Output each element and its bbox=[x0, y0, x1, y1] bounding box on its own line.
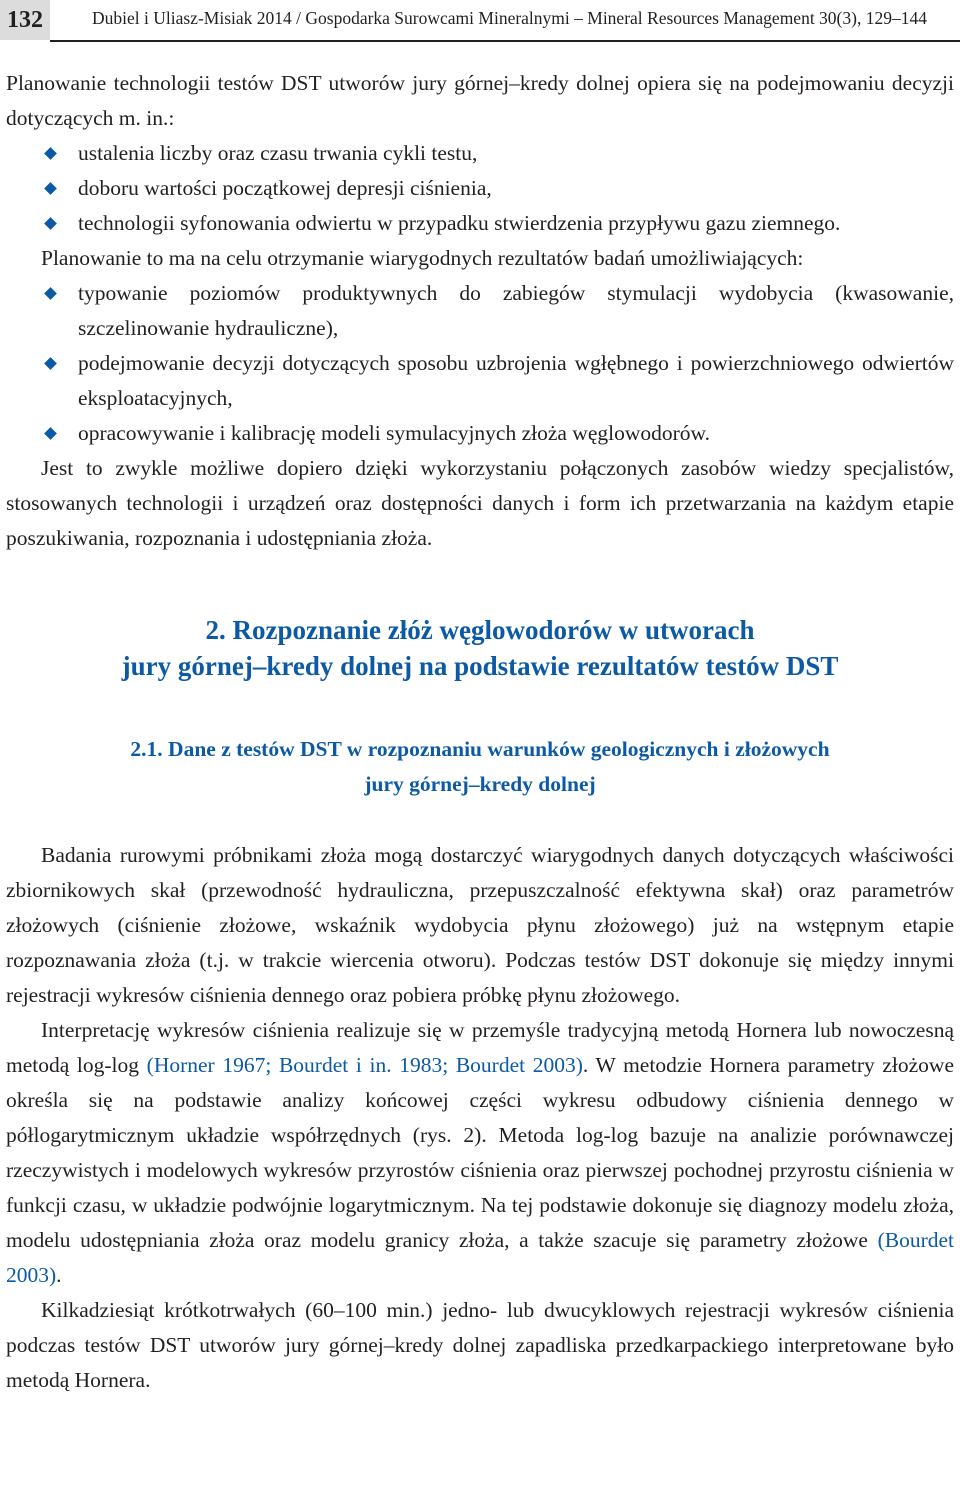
list-item: ustalenia liczby oraz czasu trwania cykli testu, bbox=[6, 136, 954, 171]
section-heading-2: 2. Rozpoznanie złóż węglowodorów w utworach jury górnej–kredy dolnej na podstawie rezultatów testów DST bbox=[121, 615, 839, 681]
diamond-bullet-icon bbox=[44, 357, 57, 370]
paragraph-interpretation: Interpretację wykresów ciśnienia realizuje się w przemyśle tradycyjną metodą Hornera lub nowoczesną metodą log-log (Horner 1967; Bourdet i in. 1983; Bourdet 2003). W metodzie Hornera parametry złożowe określa się na podstawie analizy końcowej części wykresu odbudowy ciśnienia dennego w półlogarytmicznym układzie współrzędnych (rys. 2). Metoda log-log bazuje na analizie porównawczej rzeczywistych i modelowych wykresów przyrostów ciśnienia oraz pierwszej pochodnej przyrostu ciśnienia w funkcji czasu, w układzie podwójnie logarytmicznym. Na tej podstawie dokonuje się diagnozy modelu złoża, modelu udostępniania złoża oraz modelu granicy złoża, a także szacuje się parametry złożowe (Bourdet 2003). bbox=[6, 1018, 954, 1287]
paragraph-horner: Kilkadziesiąt krótkotrwałych (60–100 min.) jedno- lub dwucyklowych rejestracji wykresów ciśnienia podczas testów DST utworów jury górnej–kredy dolnej zapadliska przedkarpackiego interpretowane było metodą Hornera. bbox=[6, 1298, 954, 1392]
paragraph-intro: Planowanie technologii testów DST utworów jury górnej–kredy dolnej opiera się na podejmowaniu decyzji dotyczących m. in.: bbox=[6, 71, 954, 130]
diamond-bullet-icon bbox=[44, 427, 57, 440]
paragraph-knowledge: Jest to zwykle możliwe dopiero dzięki wykorzystaniu połączonych zasobów wiedzy specjalistów, stosowanych technologii i urządzeń oraz dostępności danych i form ich przetwarzania na każdym etapie poszukiwania, rozpoznania i udostępniania złoża. bbox=[6, 456, 954, 550]
list-item: technologii syfonowania odwiertu w przypadku stwierdzenia przypływu gazu ziemnego. bbox=[6, 206, 954, 241]
diamond-bullet-icon bbox=[44, 182, 57, 195]
paragraph-goal: Planowanie to ma na celu otrzymanie wiarygodnych rezultatów badań umożliwiających: bbox=[41, 246, 804, 270]
running-head: Dubiel i Uliasz-Misiak 2014 / Gospodarka Surowcami Mineralnymi – Mineral Resources Management 30(3), 129–144 bbox=[92, 8, 927, 28]
subsection-heading-2-1: 2.1. Dane z testów DST w rozpoznaniu warunków geologicznych i złożowych jury górnej–kredy dolnej bbox=[130, 737, 830, 796]
diamond-bullet-icon bbox=[44, 287, 57, 300]
list-decisions bbox=[6, 136, 954, 241]
list-item: podejmowanie decyzji dotyczących sposobu uzbrojenia wgłębnego i powierzchniowego odwiertów eksploatacyjnych, bbox=[6, 346, 954, 416]
list-item: opracowywanie i kalibrację modeli symulacyjnych złoża węglowodorów. bbox=[6, 416, 954, 451]
header-rule bbox=[50, 40, 960, 42]
citation-link[interactable]: (Horner 1967; Bourdet i in. 1983; Bourdet 2003) bbox=[146, 1053, 583, 1077]
list-item: doboru wartości początkowej depresji ciśnienia, bbox=[6, 171, 954, 206]
paragraph-dst-data: Badania rurowymi próbnikami złoża mogą dostarczyć wiarygodnych danych dotyczących właściwości zbiornikowych skał (przewodność hydrauliczna, przepuszczalność efektywna skał) oraz parametrów złożowych (ciśnienie złożowe, wskaźnik wydobycia płynu złożowego) już na wstępnym etapie rozpoznawania złoża (t.j. w trakcie wiercenia otworu). Podczas testów DST dokonuje się między innymi rejestracji wykresów ciśnienia dennego oraz pobiera próbkę płynu złożowego. bbox=[6, 843, 954, 1007]
citation-link[interactable]: (Bourdet 2003) bbox=[6, 1228, 954, 1287]
article-body bbox=[6, 66, 954, 1398]
diamond-bullet-icon bbox=[44, 217, 57, 230]
list-item: typowanie poziomów produktywnych do zabiegów stymulacji wydobycia (kwasowanie, szczelinowanie hydrauliczne), bbox=[6, 276, 954, 346]
page-number: 132 bbox=[0, 0, 50, 40]
running-header bbox=[0, 0, 960, 40]
list-results bbox=[6, 276, 954, 451]
diamond-bullet-icon bbox=[44, 147, 57, 160]
